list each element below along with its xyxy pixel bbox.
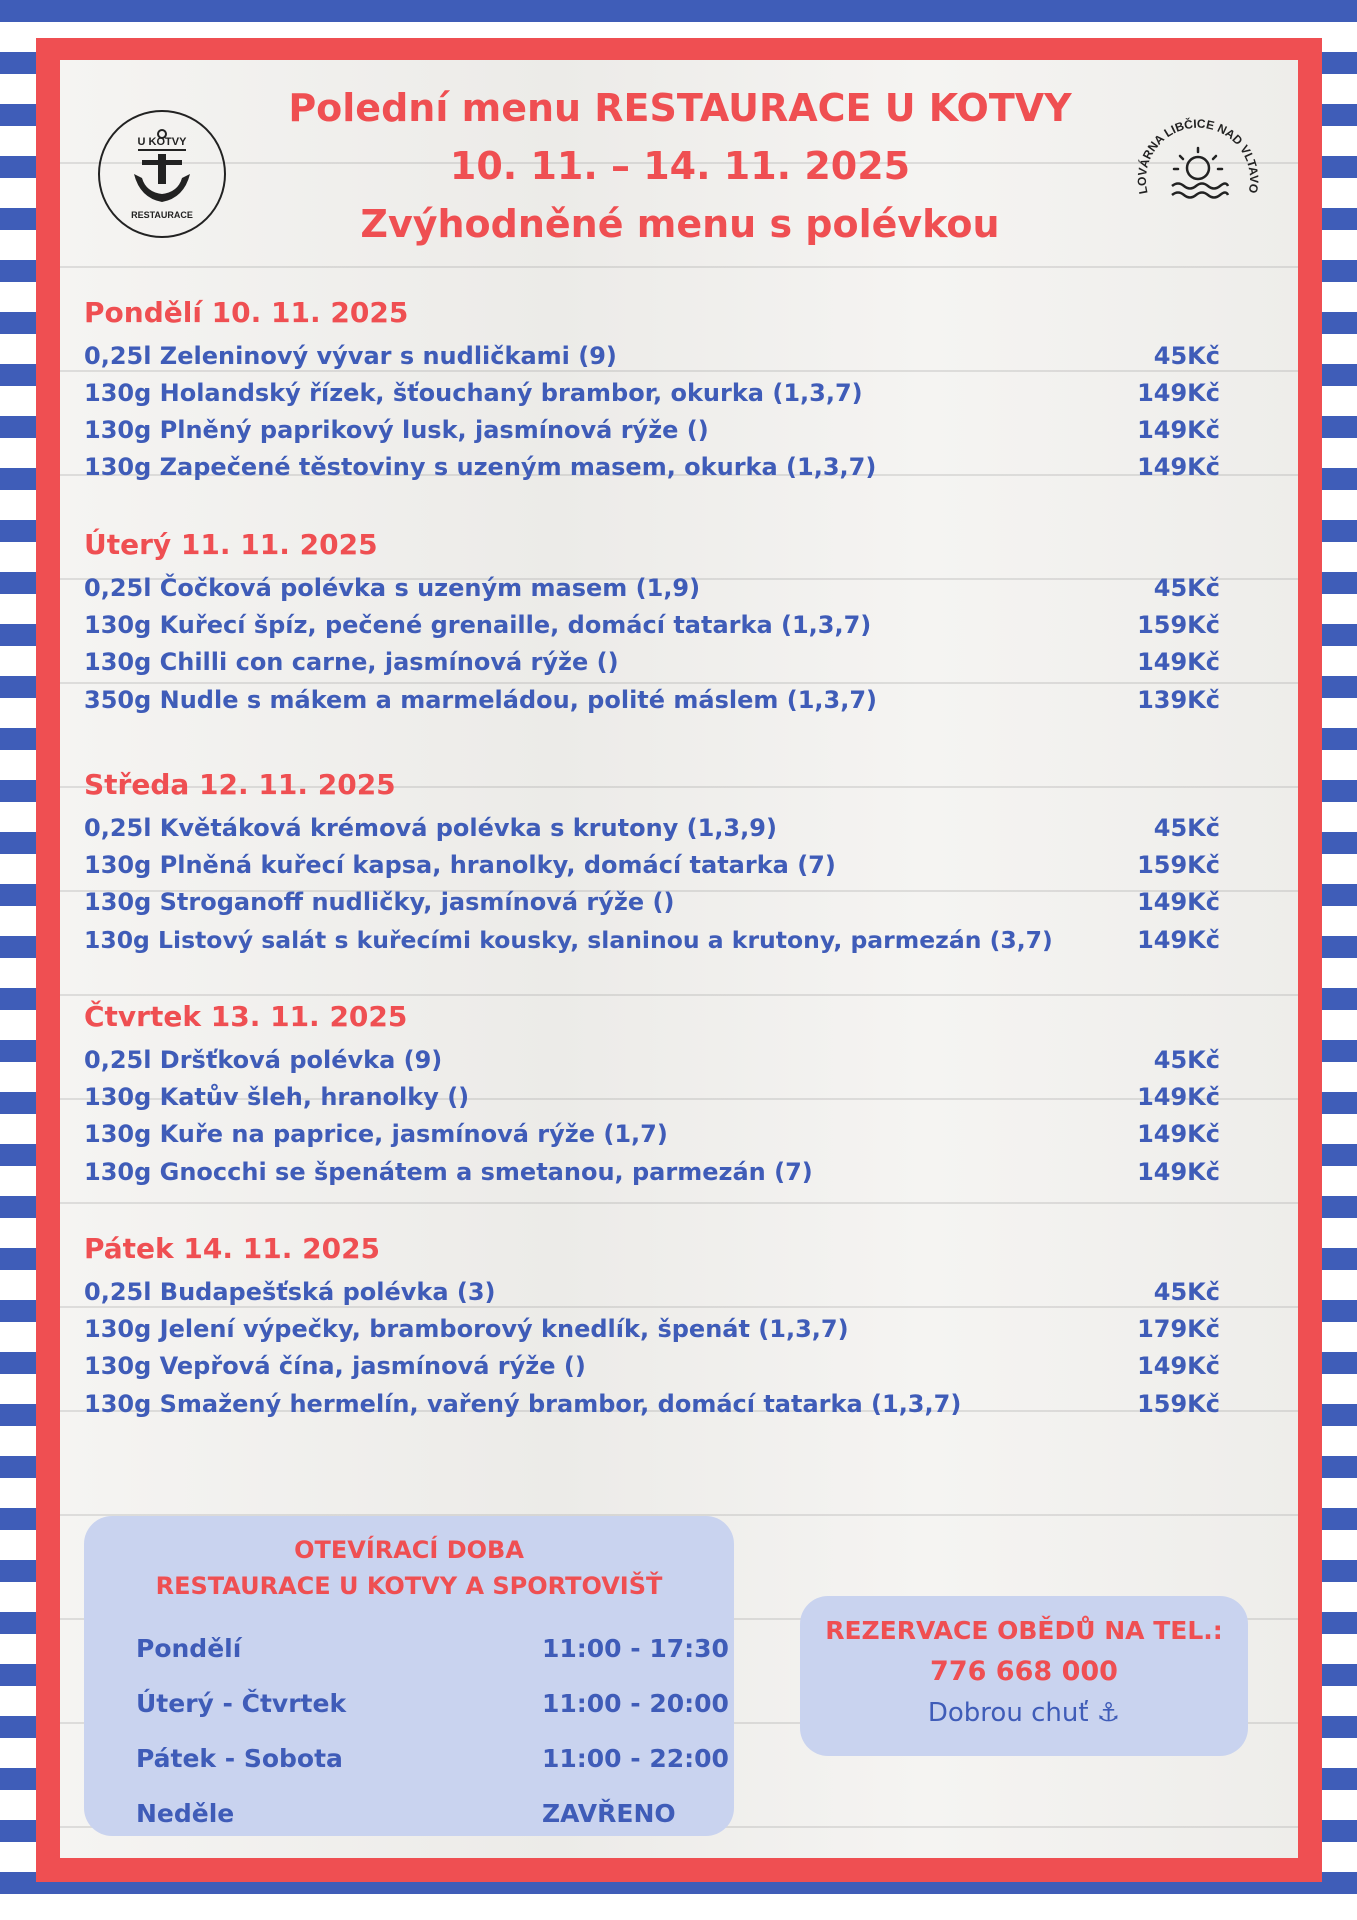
hours-time: 11:00 - 22:00	[542, 1744, 729, 1773]
menu-item-name: 130g Gnocchi se špenátem a smetanou, parmezán (7)	[84, 1158, 813, 1186]
menu-item-name: 130g Plněný paprikový lusk, jasmínová rýže ()	[84, 416, 709, 444]
hours-day: Úterý - Čtvrtek	[136, 1689, 347, 1718]
menu-row	[84, 1120, 1220, 1154]
menu-item-name: 0,25l Zeleninový vývar s nudličkami (9)	[84, 342, 617, 370]
sun-waves-icon	[1128, 102, 1268, 242]
menu-row	[84, 1352, 1220, 1386]
menu-item-price: 149Kč	[1137, 1083, 1220, 1111]
date-range: 10. 11. – 14. 11. 2025	[449, 144, 911, 188]
menu-item-price: 149Kč	[1137, 453, 1220, 481]
menu-item-name: 130g Smažený hermelín, vařený brambor, domácí tatarka (1,3,7)	[84, 1390, 962, 1418]
menu-item-price: 149Kč	[1137, 888, 1220, 916]
menu-item-name: 130g Listový salát s kuřecími kousky, slaninou a krutony, parmezán (3,7)	[84, 926, 1053, 954]
menu-row	[84, 1315, 1220, 1349]
day-heading: Úterý 11. 11. 2025	[84, 528, 378, 561]
menu-item-price: 45Kč	[1153, 1278, 1220, 1306]
menu-row	[84, 1083, 1220, 1117]
menu-row	[84, 648, 1220, 682]
menu-item-price: 159Kč	[1137, 851, 1220, 879]
day-heading: Středa 12. 11. 2025	[84, 768, 396, 801]
anchor-icon	[100, 112, 224, 236]
menu-item-name: 0,25l Budapešťská polévka (3)	[84, 1278, 496, 1306]
menu-item-price: 159Kč	[1137, 611, 1220, 639]
menu-row	[84, 1046, 1220, 1080]
hours-day: Pátek - Sobota	[136, 1744, 343, 1773]
hours-time: 11:00 - 20:00	[542, 1689, 729, 1718]
menu-row	[84, 926, 1220, 960]
menu-item-name: 0,25l Čočková polévka s uzeným masem (1,9)	[84, 574, 701, 602]
logo-top-text: U KOTVY	[137, 136, 187, 148]
logo-ring-text: LOVÁRNA LIBČICE NAD VLTAVO	[1134, 116, 1262, 196]
menu-item-name: 0,25l Dršťková polévka (9)	[84, 1046, 443, 1074]
hours-day: Pondělí	[136, 1634, 242, 1663]
menu-item-price: 149Kč	[1137, 1352, 1220, 1380]
menu-item-price: 45Kč	[1153, 574, 1220, 602]
hours-day: Neděle	[136, 1799, 235, 1828]
menu-item-price: 45Kč	[1153, 342, 1220, 370]
svg-text:PLOVÁRNA LIBČICE NAD VLTAVOU	[1128, 102, 1261, 195]
menu-item-price: 139Kč	[1137, 686, 1220, 714]
reservation-label: REZERVACE OBĚDŮ NA TEL.:	[825, 1616, 1223, 1645]
menu-item-name: 130g Stroganoff nudličky, jasmínová rýže ()	[84, 888, 675, 916]
reservation-phone[interactable]: 776 668 000	[930, 1656, 1118, 1687]
menu-item-name: 130g Zapečené těstoviny s uzeným masem, okurka (1,3,7)	[84, 453, 877, 481]
menu-item-name: 130g Plněná kuřecí kapsa, hranolky, domácí tatarka (7)	[84, 851, 836, 879]
restaurant-logo	[98, 110, 226, 238]
menu-item-price: 149Kč	[1137, 648, 1220, 676]
plovarna-logo	[1128, 102, 1268, 242]
menu-item-name: 130g Jelení výpečky, bramborový knedlík, špenát (1,3,7)	[84, 1315, 849, 1343]
menu-row	[84, 814, 1220, 848]
menu-row	[84, 342, 1220, 376]
menu-item-price: 45Kč	[1153, 814, 1220, 842]
menu-row	[84, 379, 1220, 413]
menu-row	[84, 574, 1220, 608]
menu-item-price: 159Kč	[1137, 1390, 1220, 1418]
menu-item-price: 149Kč	[1137, 379, 1220, 407]
menu-item-name: 130g Vepřová čína, jasmínová rýže ()	[84, 1352, 586, 1380]
hours-time: ZAVŘENO	[542, 1799, 676, 1828]
opening-hours-title: OTEVÍRACÍ DOBA	[294, 1536, 524, 1564]
hours-time: 11:00 - 17:30	[542, 1634, 729, 1663]
menu-item-name: 130g Kuře na paprice, jasmínová rýže (1,7)	[84, 1120, 668, 1148]
menu-item-name: 130g Kuřecí špíz, pečené grenaille, domácí tatarka (1,3,7)	[84, 611, 872, 639]
menu-row	[84, 851, 1220, 885]
day-heading: Pátek 14. 11. 2025	[84, 1232, 381, 1265]
menu-item-price: 149Kč	[1137, 926, 1220, 954]
menu-item-price: 45Kč	[1153, 1046, 1220, 1074]
menu-item-price: 179Kč	[1137, 1315, 1220, 1343]
menu-item-price: 149Kč	[1137, 1158, 1220, 1186]
menu-row	[84, 1278, 1220, 1312]
reservation-box	[800, 1596, 1248, 1756]
day-heading: Čtvrtek 13. 11. 2025	[84, 1000, 408, 1033]
day-heading: Pondělí 10. 11. 2025	[84, 296, 409, 329]
page-subtitle: Zvýhodněné menu s polévkou	[360, 202, 1000, 246]
menu-item-name: 130g Chilli con carne, jasmínová rýže ()	[84, 648, 619, 676]
menu-item-name: 130g Holandský řízek, šťouchaný brambor, okurka (1,3,7)	[84, 379, 863, 407]
menu-row	[84, 888, 1220, 922]
menu-row	[84, 1390, 1220, 1424]
opening-hours-box	[84, 1516, 734, 1836]
closing-greeting: Dobrou chuť ⚓	[927, 1698, 1121, 1728]
menu-item-price: 149Kč	[1137, 416, 1220, 444]
menu-item-name: 130g Katův šleh, hranolky ()	[84, 1083, 470, 1111]
page-title: Polední menu RESTAURACE U KOTVY	[288, 86, 1072, 130]
logo-bottom-text: RESTAURACE	[131, 210, 193, 220]
menu-item-name: 0,25l Květáková krémová polévka s krutony (1,3,9)	[84, 814, 777, 842]
menu-item-name: 350g Nudle s mákem a marmeládou, polité máslem (1,3,7)	[84, 686, 878, 714]
menu-row	[84, 416, 1220, 450]
menu-row	[84, 453, 1220, 487]
menu-row	[84, 1158, 1220, 1192]
opening-hours-subtitle: RESTAURACE U KOTVY A SPORTOVIŠŤ	[155, 1572, 663, 1600]
menu-row	[84, 686, 1220, 720]
menu-item-price: 149Kč	[1137, 1120, 1220, 1148]
menu-row	[84, 611, 1220, 645]
